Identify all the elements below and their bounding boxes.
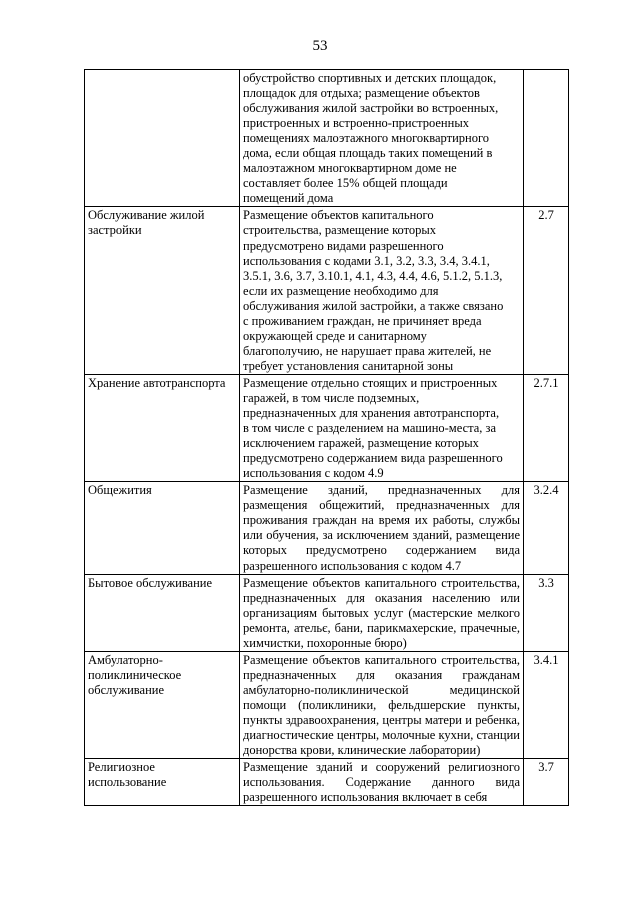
use-description [240, 374, 524, 481]
description-line: помещениях малоэтажного многоквартирного [243, 131, 490, 146]
table-row [85, 70, 569, 207]
description-line: обустройство спортивных и детских площадок, [243, 71, 497, 85]
description-line: строительства, размещение которых [243, 223, 437, 238]
description-line: требует установления санитарной зоны [243, 358, 454, 373]
description-line: составляет более 15% общей площади [243, 176, 448, 191]
description-line: использования с кодом 4.9 [243, 466, 384, 481]
description-line: в том числе с разделением на машино-места, за [243, 421, 497, 436]
use-description: Размещение зданий, предназначенных для размещения общежитий, предназначенных для проживания граждан на время их работы, службы или обучения, за исключением зданий, размещение которых предусмотрено содержанием вида разрешенного использования с кодом 4.7 [240, 482, 524, 574]
description-line: исключением гаражей, размещение которых [243, 436, 479, 451]
description-line: помещений дома [243, 191, 334, 206]
description-line: предусмотрено видами разрешенного [243, 238, 444, 253]
use-code: 3.4.1 [524, 651, 569, 758]
use-code: 3.7 [524, 759, 569, 806]
use-code: 2.7 [524, 207, 569, 375]
use-name [85, 70, 240, 207]
description-line: 3.5.1, 3.6, 3.7, 3.10.1, 4.1, 4.3, 4.4, 4.6, 5.1.2, 5.1.3, [243, 268, 503, 283]
description-line: малоэтажном многоквартирном доме не [243, 161, 457, 176]
use-description [240, 207, 524, 375]
table-row [85, 651, 569, 758]
use-name: Религиозное использование [85, 759, 240, 806]
description-line: гаражей, в том числе подземных, [243, 390, 420, 405]
use-code: 3.3 [524, 574, 569, 651]
page-number: 53 [312, 38, 328, 54]
description-line: если их размещение необходимо для [243, 283, 439, 298]
table-row [85, 482, 569, 574]
use-name: Амбулаторно-поликлиническое обслуживание [85, 651, 240, 758]
use-description: Размещение объектов капитального строительства, предназначенных для оказания гражданам амбулаторно-поликлинической медицинской помощи (поликлиники, фельдшерские пункты, пункты здравоохранения, центры матери и ребенка, диагностические центры, молочные кухни, станции донорства крови, клинические лаборатории) [240, 651, 524, 758]
description-line: окружающей среде и санитарному [243, 328, 427, 343]
use-name: Хранение автотранспорта [85, 374, 240, 481]
description-line: Размещение отдельно стоящих и пристроенных [243, 375, 498, 390]
description-line: Размещение объектов капитального [243, 208, 434, 223]
description-line: предусмотрено содержанием вида разрешенного [243, 451, 503, 466]
use-code: 3.2.4 [524, 482, 569, 574]
use-description [240, 70, 524, 207]
use-description: Размещение зданий и сооружений религиозного использования. Содержание данного вида разрешенного использования включает в себя [240, 759, 524, 806]
table-row [85, 574, 569, 651]
use-name: Обслуживание жилой застройки [85, 207, 240, 375]
description-line: использования с кодами 3.1, 3.2, 3.3, 3.4, 3.4.1, [243, 253, 490, 268]
table-row [85, 374, 569, 481]
use-name: Бытовое обслуживание [85, 574, 240, 651]
description-line: предназначенных для хранения автотранспорта, [243, 406, 500, 421]
table-row [85, 207, 569, 375]
description-line: обслуживания жилой застройки во встроенных, [243, 101, 499, 116]
description-line: благополучию, не нарушает права жителей, не [243, 343, 492, 358]
use-code [524, 70, 569, 207]
use-code: 2.7.1 [524, 374, 569, 481]
description-line: площадок для отдыха; размещение объектов [243, 86, 480, 101]
description-line: пристроенных и встроенно-пристроенных [243, 116, 469, 131]
description-line: обслуживания жилой застройки, а также связано [243, 298, 504, 313]
table-row [85, 759, 569, 806]
use-name: Общежития [85, 482, 240, 574]
description-line: с проживанием граждан, не причиняет вреда [243, 313, 482, 328]
description-line: дома, если общая площадь таких помещений в [243, 146, 493, 161]
use-description: Размещение объектов капитального строительства, предназначенных для оказания населению или организациям бытовых услуг (мастерские мелкого ремонта, ательє, бани, парикмахерские, прачечные, химчистки, похоронные бюро) [240, 574, 524, 651]
land-use-table [84, 69, 569, 806]
